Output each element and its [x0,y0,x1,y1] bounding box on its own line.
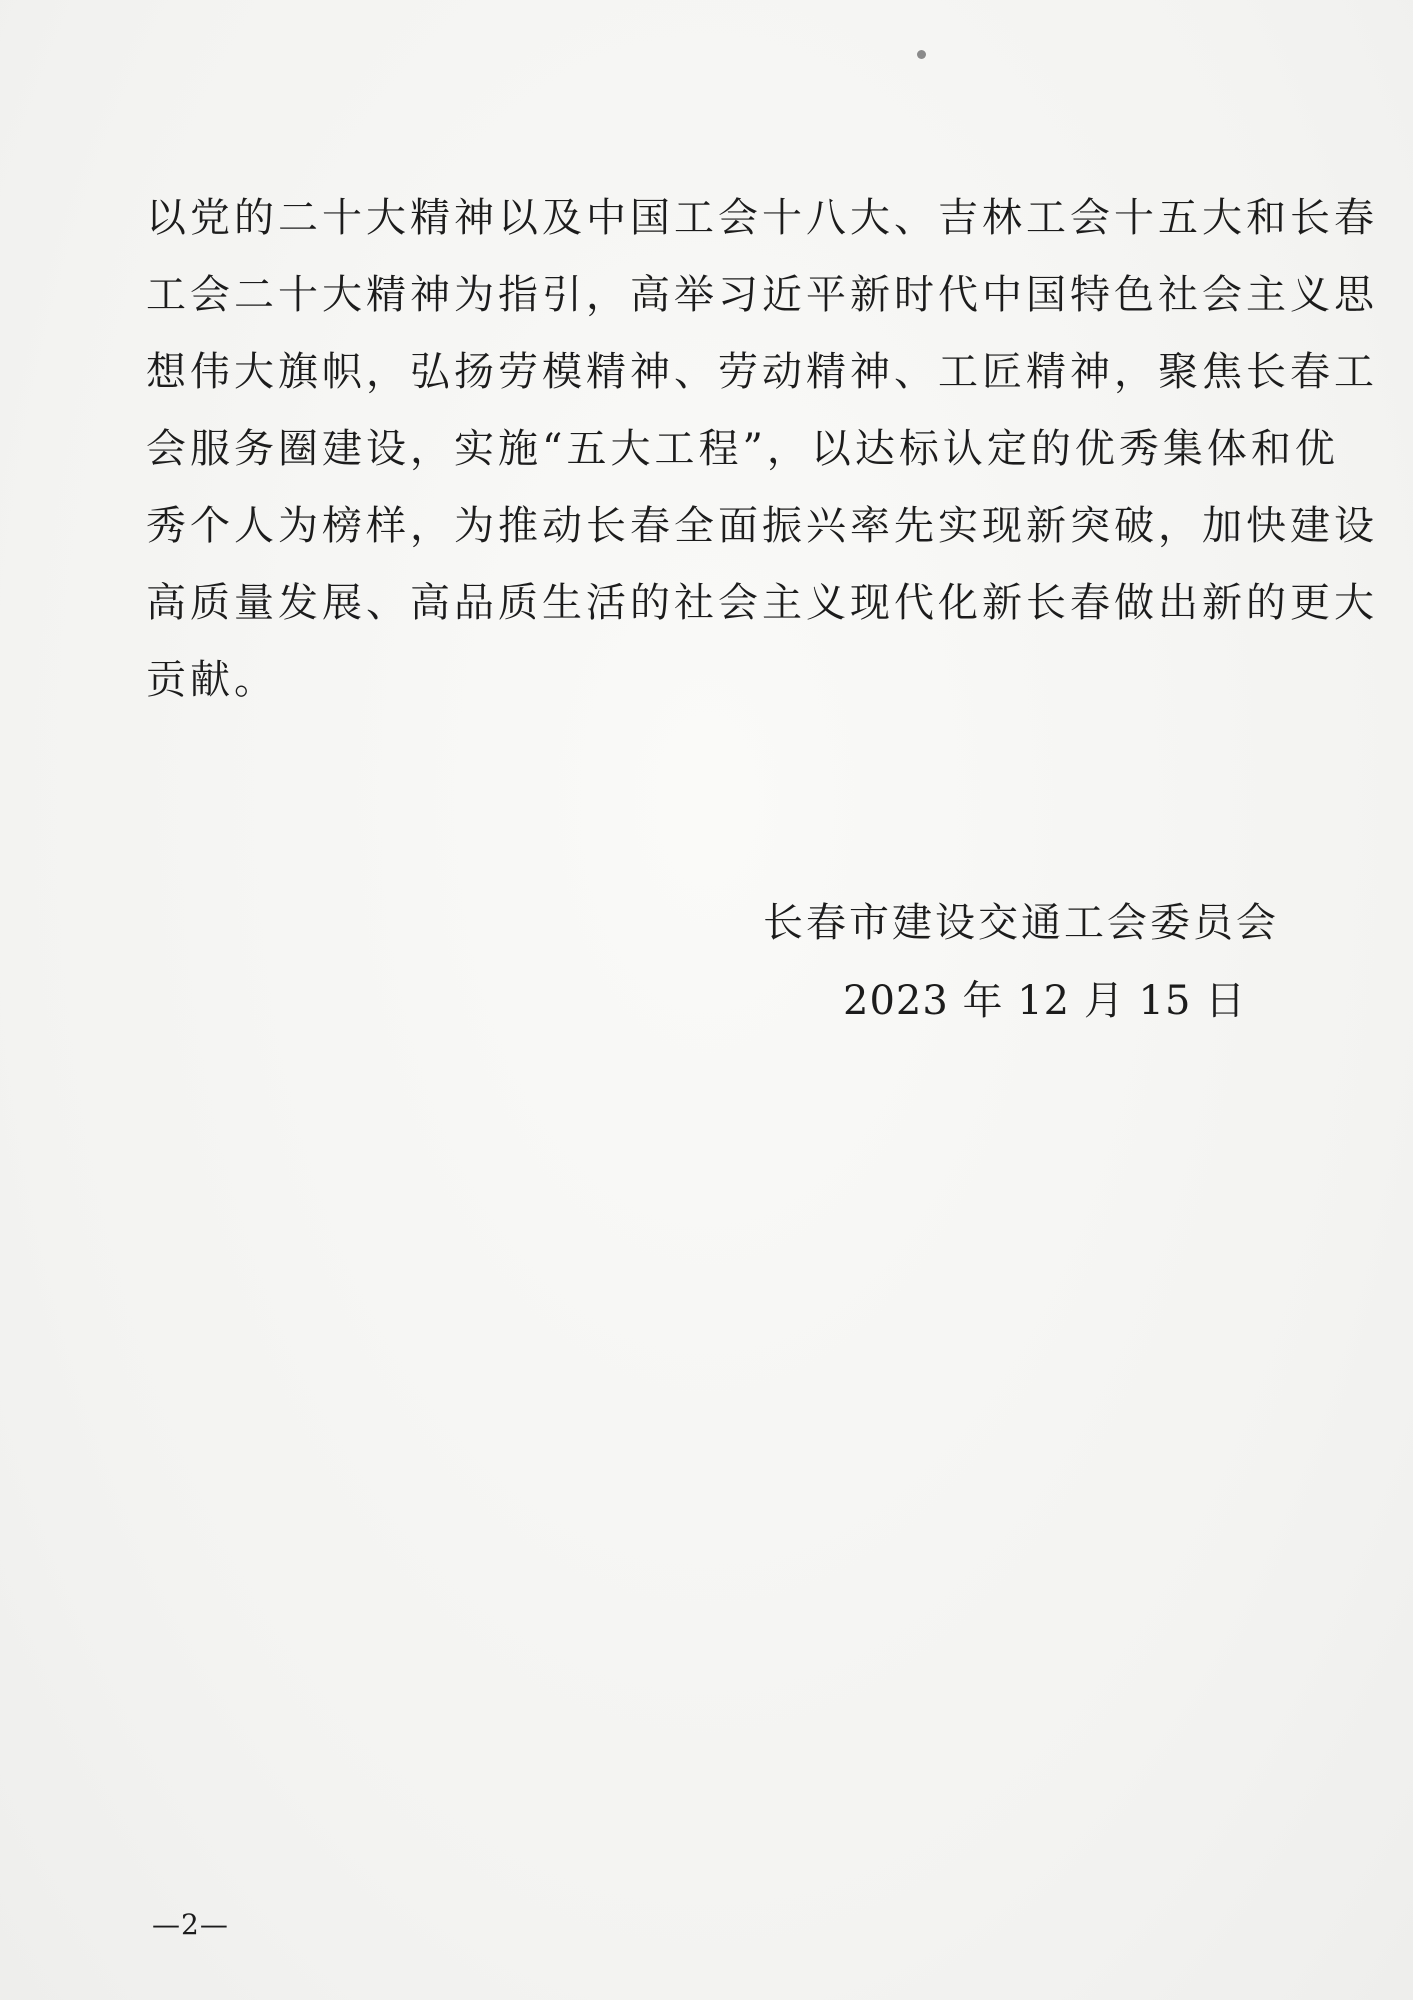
paragraph-line-7: 贡献。 [146,657,278,703]
paragraph-line-4: 会服务圈建设，实施“五大工程”，以达标认定的优秀集体和优 [146,426,1339,472]
paragraph-line-2: 工会二十大精神为指引，高举习近平新时代中国特色社会主义思 [146,272,1378,318]
signature-organization: 长春市建设交通工会委员会 [763,900,1279,946]
page-number: —2— [152,1908,229,1941]
signature-date: 2023 年 12 月 15 日 [843,978,1247,1024]
paragraph-line-3: 想伟大旗帜，弘扬劳模精神、劳动精神、工匠精神，聚焦长春工 [146,349,1378,395]
paragraph-line-5: 秀个人为榜样，为推动长春全面振兴率先实现新突破，加快建设 [146,503,1378,549]
paragraph-line-6: 高质量发展、高品质生活的社会主义现代化新长春做出新的更大 [146,580,1378,626]
scan-speck [917,50,926,59]
paragraph-line-1: 以党的二十大精神以及中国工会十八大、吉林工会十五大和长春 [146,195,1378,241]
body-paragraph [146,180,1378,719]
